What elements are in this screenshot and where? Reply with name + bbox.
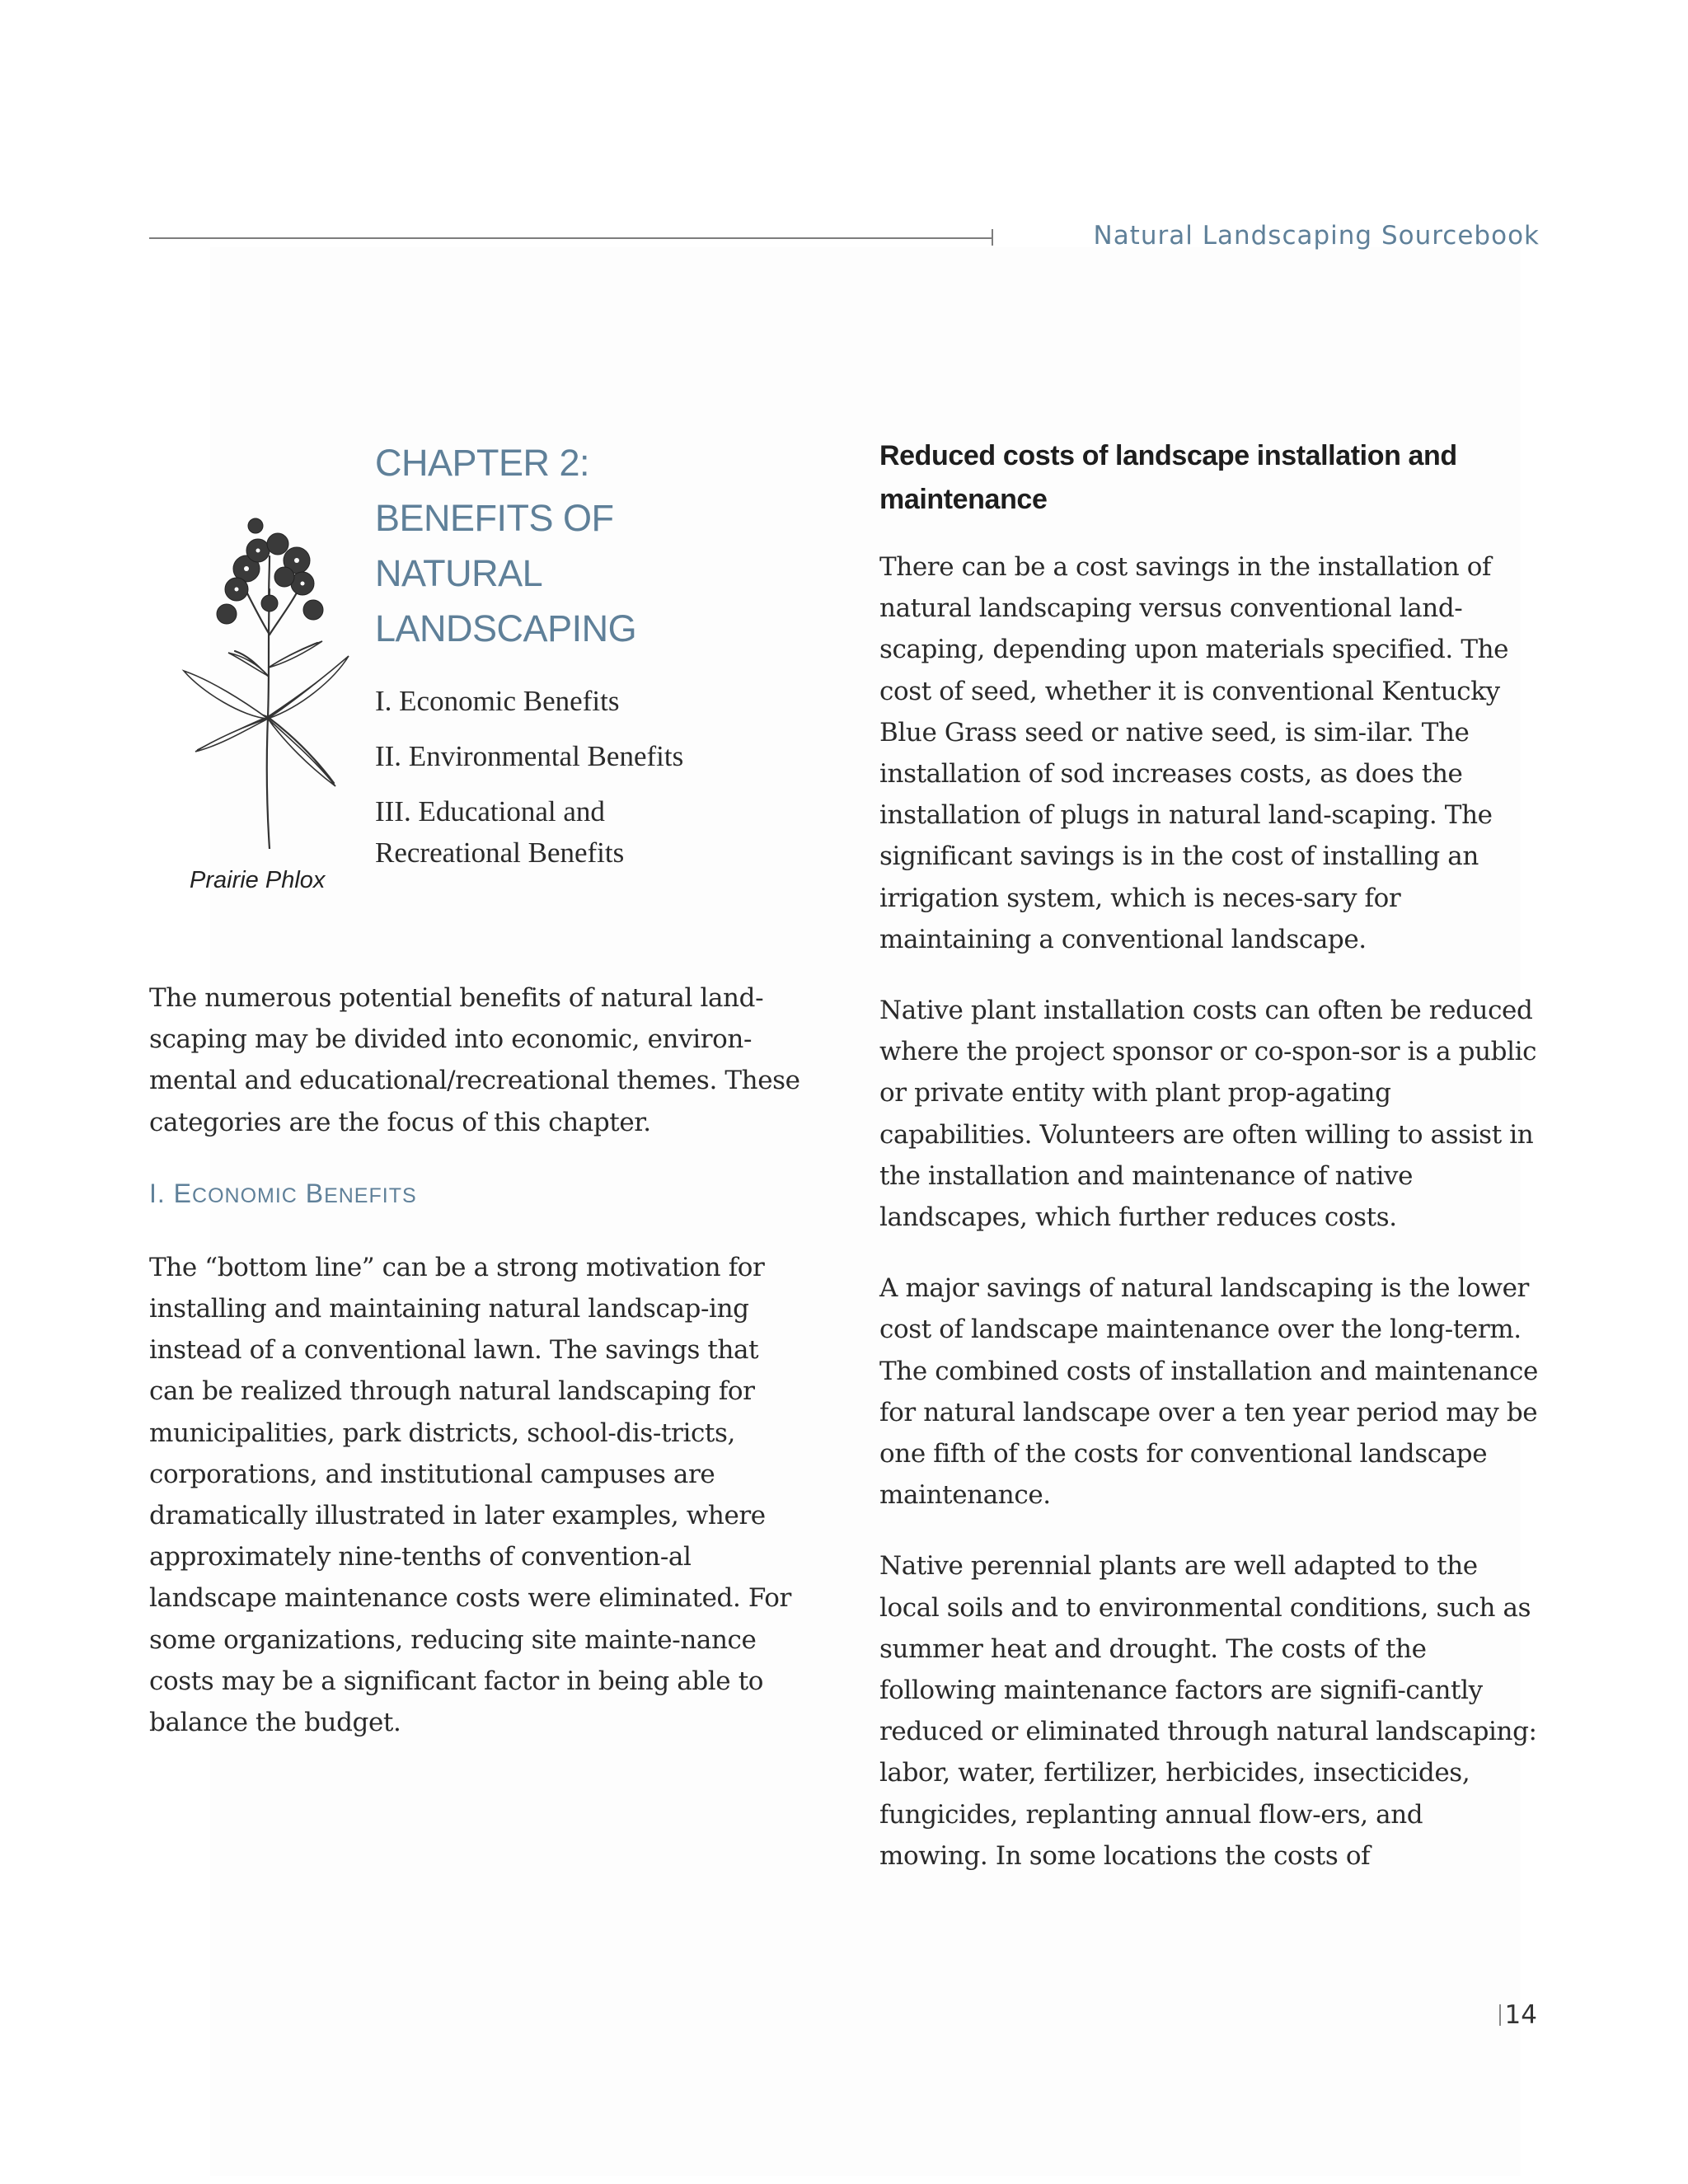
header-rule xyxy=(149,237,992,239)
chapter-title-line: LANDSCAPING xyxy=(375,607,637,649)
heading-part: ENEFITS xyxy=(324,1183,417,1207)
perennial-plants-paragraph: Native perennial plants are well adapted to the local soils and to environmental conditions, such as summer heat and drought. The costs of the following maintenance factors are signifi-cantly reduced or eliminated through natural landscaping: labor, water, fertilizer, herbicides, insecticides, fungicides, replanting annual flow-ers, and mowing. In some locations the costs of xyxy=(879,1551,1537,1871)
economic-benefits-paragraph: The “bottom line” can be a strong motivation for installing and maintaining natural landscap-ing instead of a conventional lawn. The savings that can be realized through natural landscaping for municipalities, park districts, school-dis-tricts, corporations, and institutional campuses are dramatically illustrated in later examples, where approximately nine-tenths of convention-al landscape maintenance costs were eliminated. For some organizations, reducing site mainte-nance costs may be a significant factor in being able to balance the budget. xyxy=(149,1252,791,1738)
toc-item-line: Recreational Benefits xyxy=(375,837,625,869)
toc-item-economic: I. Economic Benefits xyxy=(375,685,620,717)
running-header-title: Natural Landscaping Sourcebook xyxy=(1093,221,1540,251)
heading-part: B xyxy=(305,1178,325,1208)
left-column xyxy=(149,977,809,1773)
right-column xyxy=(879,434,1539,1906)
maintenance-savings-paragraph: A major savings of natural landscaping is the lower cost of landscape maintenance over the long-term. The combined costs of installation and maintenance for natural landscape over a ten year period may be one fifth of the costs for conventional landscape maintenance. xyxy=(879,1273,1538,1511)
toc-item-educational xyxy=(375,791,771,874)
chapter-title-line: NATURAL xyxy=(375,552,543,594)
chapter-title-line: BENEFITS OF xyxy=(375,497,614,539)
subsection-heading: Reduced costs of landscape installation and maintenance xyxy=(879,440,1457,515)
page-number-bar xyxy=(1499,2004,1501,2026)
page-number-value: 14 xyxy=(1504,2000,1537,2030)
native-plant-costs-paragraph: Native plant installation costs can often be reduced where the project sponsor or co-spon-sor is a public or private entity with plant prop-agating capabilities. Volunteers are often willing to assist in the installation and maintenance of native landscapes, which further reduces costs. xyxy=(879,996,1537,1233)
header-rule-tick xyxy=(992,229,993,246)
illustration-caption: Prairie Phlox xyxy=(190,867,326,893)
prairie-phlox-illustration xyxy=(177,511,359,849)
chapter-title xyxy=(375,435,721,656)
heading-part: I. E xyxy=(149,1178,193,1208)
page-number xyxy=(1499,2000,1537,2030)
section-heading-economic-benefits xyxy=(149,1173,809,1216)
chapter-contents xyxy=(375,681,771,888)
chapter-title-line: CHAPTER 2: xyxy=(375,442,590,484)
toc-item-environmental: II. Environmental Benefits xyxy=(375,740,684,772)
installation-costs-paragraph: There can be a cost savings in the installation of natural landscaping versus conventional land-scaping, depending upon materials specified. The cost of seed, whether it is conventional Kentucky Blue Grass seed or native seed, is sim-ilar. The installation of sod increases costs, as does the installation of plugs in natural land-scaping. The significant savings is in the cost of installing an irrigation system, which is neces-sary for maintaining a conventional landscape. xyxy=(879,552,1509,954)
toc-item-line: III. Educational and xyxy=(375,795,605,827)
heading-part: CONOMIC xyxy=(192,1183,298,1207)
intro-paragraph: The numerous potential benefits of natural land-scaping may be divided into economic, environ-mental and educational/recreational themes. These categories are the focus of this chapter. xyxy=(149,983,800,1137)
